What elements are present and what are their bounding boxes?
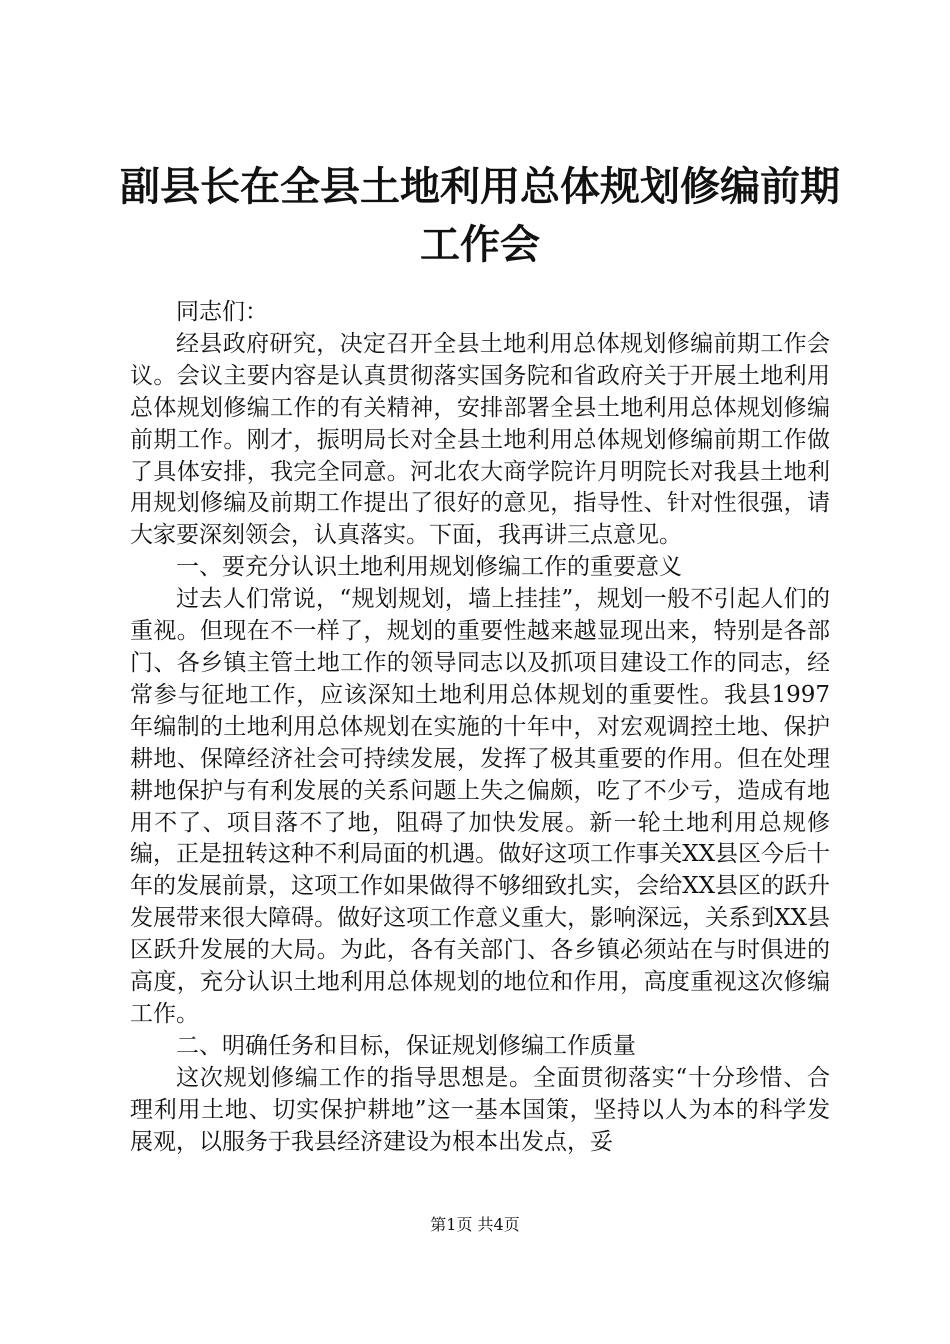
body-paragraph: 过去人们常说，“规划规划，墙上挂挂”，规划一般不引起人们的重视。但现在不一样了，规划的重要性越来越显现出来，特别是各部门、各乡镇主管土地工作的领导同志以及抓项目建设工作的同志，经常参与征地工作，应该深知土地利用总体规划的重要性。我县1997年编制的土地利用总体规划在实施的十年中，对宏观调控土地、保护耕地、保障经济社会可持续发展，发挥了极其重要的作用。但在处理耕地保护与有利发展的关系问题上失之偏颇，吃了不少亏，造成有地用不了、项目落不了地，阻碍了加快发展。新一轮土地利用总规修编，正是扭转这种不利局面的机遇。做好这项工作事关XX县区今后十年的发展前景，这项工作如果做得不够细致扎实，会给XX县区的跃升发展带来很大障碍。做好这项工作意义重大，影响深远，关系到XX县区跃升发展的大局。为此，各有关部门、各乡镇必须站在与时俱进的高度，充分认识土地利用总体规划的地位和作用，高度重视这次修编工作。 <box>130 586 830 1027</box>
greeting-paragraph: 同志们： <box>176 299 268 325</box>
section-heading: 二、明确任务和目标，保证规划修编工作质量 <box>176 1032 636 1059</box>
document-body <box>130 297 830 1158</box>
body-paragraph: 这次规划修编工作的指导思想是。全面贯彻落实“十分珍惜、合理利用土地、切实保护耕地”这一基本国策，坚持以人为本的科学发展观，以服务于我县经济建设为根本出发点，妥 <box>130 1064 830 1155</box>
document-title: 副县长在全县土地利用总体规划修编前期工作会 <box>120 164 840 268</box>
page-footer: 第1页 共4页 <box>430 1215 520 1234</box>
body-paragraph: 经县政府研究，决定召开全县土地利用总体规划修编前期工作会议。会议主要内容是认真贯彻落实国务院和省政府关于开展土地利用总体规划修编工作的有关精神，安排部署全县土地利用总体规划修编前期工作。刚才，振明局长对全县土地利用总体规划修编前期工作做了具体安排，我完全同意。河北农大商学院许月明院长对我县土地利用规划修编及前期工作提出了很好的意见，指导性、针对性很强，请大家要深刻领会，认真落实。下面，我再讲三点意见。 <box>130 330 830 549</box>
section-heading: 一、要充分认识土地利用规划修编工作的重要意义 <box>176 554 682 581</box>
